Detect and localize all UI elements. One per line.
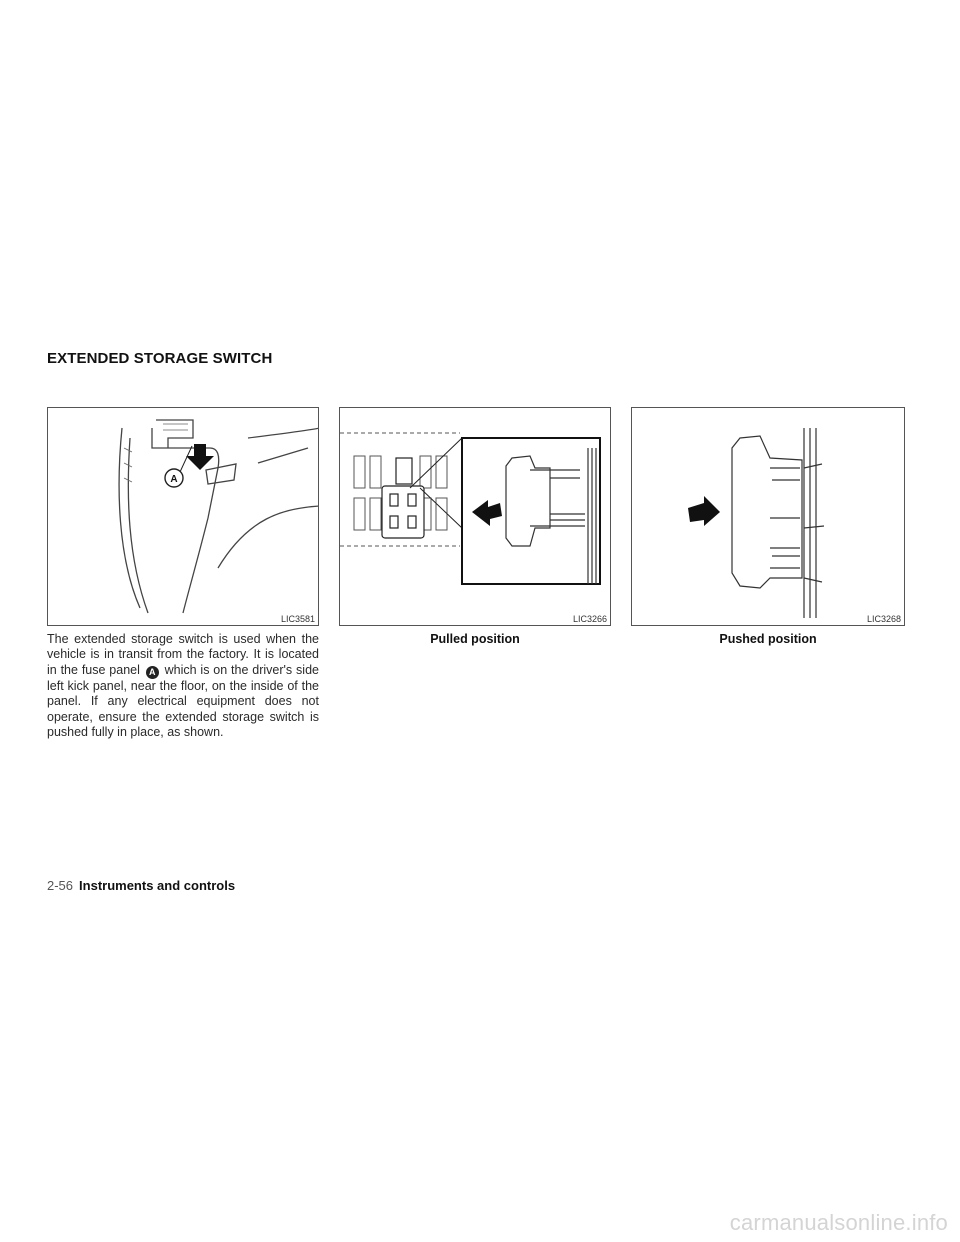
body-text-before: The extended storage switch is used when the vehicle is in transit from the factory. It is located in the fuse panel bbox=[47, 632, 319, 677]
caption-pushed: Pushed position bbox=[719, 632, 817, 646]
arrow-right-icon bbox=[688, 496, 720, 526]
caption-pulled: Pulled position bbox=[430, 632, 520, 646]
pulled-switch-illustration bbox=[340, 408, 611, 626]
footer-chapter-title: Instruments and controls bbox=[79, 878, 236, 893]
page-number: 2-56 bbox=[47, 878, 74, 893]
kick-panel-illustration bbox=[48, 408, 319, 626]
page-footer bbox=[47, 878, 235, 893]
figure-pulled-position bbox=[339, 407, 611, 626]
pushed-switch-illustration bbox=[632, 408, 905, 626]
callout-a-icon bbox=[165, 446, 192, 487]
watermark: carmanualsonline.info bbox=[729, 1210, 948, 1235]
figure-code: LIC3266 bbox=[572, 614, 607, 624]
body-text-after: which is on the driver's side left kick panel, near the floor, on the inside of the panel. If any electrical equipment does not operate, ensure the extended storage switch is pushed fully in place, as shown. bbox=[47, 662, 319, 740]
section-title: EXTENDED STORAGE SWITCH bbox=[47, 350, 273, 367]
figure-pushed-position bbox=[631, 407, 905, 626]
figure-fuse-panel-location bbox=[47, 407, 319, 626]
callout-a-badge: A bbox=[146, 666, 159, 679]
svg-text:A: A bbox=[170, 474, 178, 485]
figure-code: LIC3581 bbox=[280, 614, 315, 624]
body-paragraph bbox=[47, 632, 319, 740]
figure-code: LIC3268 bbox=[866, 614, 901, 624]
